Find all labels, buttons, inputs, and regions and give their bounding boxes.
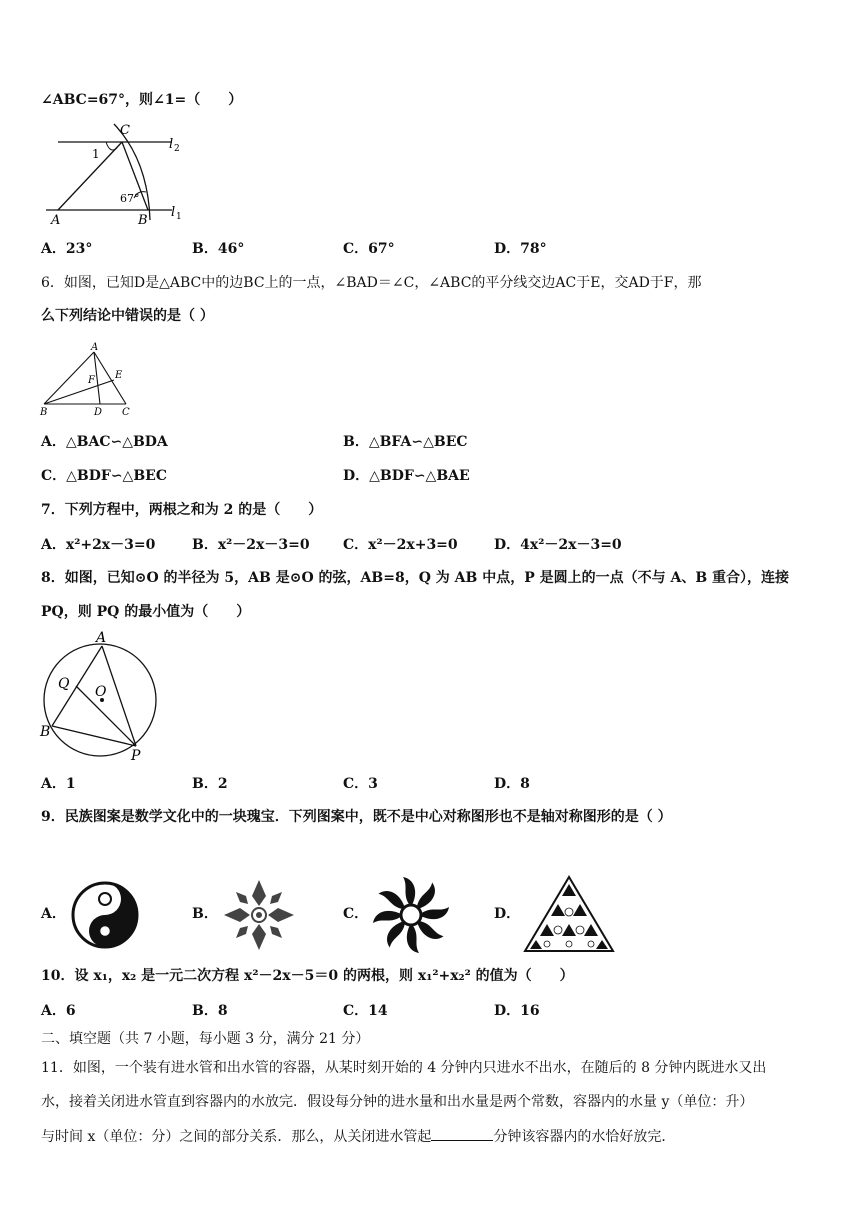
q8-label-q: Q <box>58 676 70 692</box>
q7-option-d[interactable]: D．4x²－2x－3=0 <box>494 537 622 553</box>
q5-stem: ∠ABC=67°，则∠1=（ ） <box>41 92 243 108</box>
q8-label-b: B <box>40 724 51 740</box>
q6-stem-line2: 么下列结论中错误的是（ ） <box>41 308 214 324</box>
q5-label-c: C <box>120 123 130 138</box>
q10-stem: 10．设 x₁，x₂ 是一元二次方程 x²－2x－5＝0 的两根，则 x₁²+x₂² 的值为（ ） <box>41 968 574 984</box>
q6-label-d: D <box>94 407 103 418</box>
q8-figure <box>38 630 160 762</box>
section2-title: 二、填空题（共 7 小题，每小题 3 分，满分 21 分） <box>41 1031 370 1047</box>
q11-line3 <box>41 1126 675 1147</box>
q5-option-a[interactable]: A．23° <box>41 241 93 257</box>
q11-line2: 水，接着关闭进水管直到容器内的水放完．假设每分钟的进水量和出水量是两个常数，容器内的水量 y（单位：升） <box>41 1094 754 1110</box>
q5-label-a: A <box>51 213 61 228</box>
q8-label-o: O <box>95 684 107 700</box>
q5-label-angle1: 1 <box>92 147 100 161</box>
q7-stem: 7．下列方程中，两根之和为 2 的是（ ） <box>41 502 323 518</box>
q10-option-a[interactable]: A．6 <box>41 1003 76 1019</box>
q7-option-c[interactable]: C．x²－2x+3=0 <box>343 537 458 553</box>
q6-option-b[interactable]: B．△BFA∽△BEC <box>343 434 468 450</box>
q6-label-f: F <box>88 375 95 386</box>
q5-option-d[interactable]: D．78° <box>494 241 547 257</box>
q5-option-b[interactable]: B．46° <box>192 241 245 257</box>
q8-stem-line1: 8．如图，已知⊙O 的半径为 5，AB 是⊙O 的弦，AB=8，Q 为 AB 中点，P 是圆上的一点（不与 A、B 重合），连接 <box>41 570 790 586</box>
q8-label-p: P <box>131 748 141 762</box>
q5-label-l2: l <box>169 137 174 152</box>
q8-option-b[interactable]: B．2 <box>192 776 228 792</box>
q10-option-b[interactable]: B．8 <box>192 1003 228 1019</box>
q8-option-d[interactable]: D．8 <box>494 776 530 792</box>
q5-label-l1: l <box>171 205 176 220</box>
q5-label-l2-sub: 2 <box>174 144 180 154</box>
q9-option-d[interactable]: D． <box>494 906 521 922</box>
q5-label-l1-sub: 1 <box>176 212 182 222</box>
q6-option-a[interactable]: A．△BAC∽△BDA <box>41 434 168 450</box>
q6-label-b: B <box>40 407 48 418</box>
sierpinski-triangle-icon <box>522 874 616 954</box>
q11-line3-after: 分钟该容器内的水恰好放完． <box>493 1129 676 1145</box>
q10-option-d[interactable]: D．16 <box>494 1003 540 1019</box>
q9-option-a[interactable]: A． <box>41 906 66 922</box>
q6-label-c: C <box>122 407 130 418</box>
q5-label-b: B <box>138 213 148 228</box>
q8-option-c[interactable]: C．3 <box>343 776 378 792</box>
q6-figure <box>38 340 138 418</box>
q5-label-angle67: 67° <box>120 192 140 205</box>
q10-option-c[interactable]: C．14 <box>343 1003 388 1019</box>
q7-option-a[interactable]: A．x²+2x－3=0 <box>41 537 156 553</box>
q9-option-c[interactable]: C． <box>343 906 369 922</box>
q8-label-a: A <box>96 630 107 646</box>
q8-option-a[interactable]: A．1 <box>41 776 76 792</box>
q9-stem: 9．民族图案是数学文化中的一块瑰宝．下列图案中，既不是中心对称图形也不是轴对称图形的是（ ） <box>41 809 672 825</box>
q6-option-d[interactable]: D．△BDF∽△BAE <box>343 468 470 484</box>
q8-stem-line2: PQ，则 PQ 的最小值为（ ） <box>41 604 251 620</box>
q9-option-b[interactable]: B． <box>192 906 218 922</box>
q11-line3-before: 与时间 x（单位：分）之间的部分关系．那么，从关闭进水管起 <box>41 1129 432 1145</box>
yin-yang-icon <box>70 880 140 950</box>
q11-line1: 11．如图，一个装有进水管和出水管的容器，从某时刻开始的 4 分钟内只进水不出水，在随后的 8 分钟内既进水又出 <box>41 1060 767 1076</box>
q11-answer-blank[interactable] <box>431 1126 493 1141</box>
q6-stem-line1: 6．如图，已知D是△ABC中的边BC上的一点，∠BAD＝∠C，∠ABC的平分线交边AC于E，交AD于F，那 <box>41 275 702 291</box>
floral-cross-icon <box>220 876 298 954</box>
pinwheel-flower-icon <box>370 874 452 956</box>
q5-figure <box>40 120 200 230</box>
q7-option-b[interactable]: B．x²－2x－3=0 <box>192 537 310 553</box>
q5-option-c[interactable]: C．67° <box>343 241 395 257</box>
q6-label-a: A <box>91 342 99 353</box>
q6-label-e: E <box>115 370 123 381</box>
q6-option-c[interactable]: C．△BDF∽△BEC <box>41 468 167 484</box>
